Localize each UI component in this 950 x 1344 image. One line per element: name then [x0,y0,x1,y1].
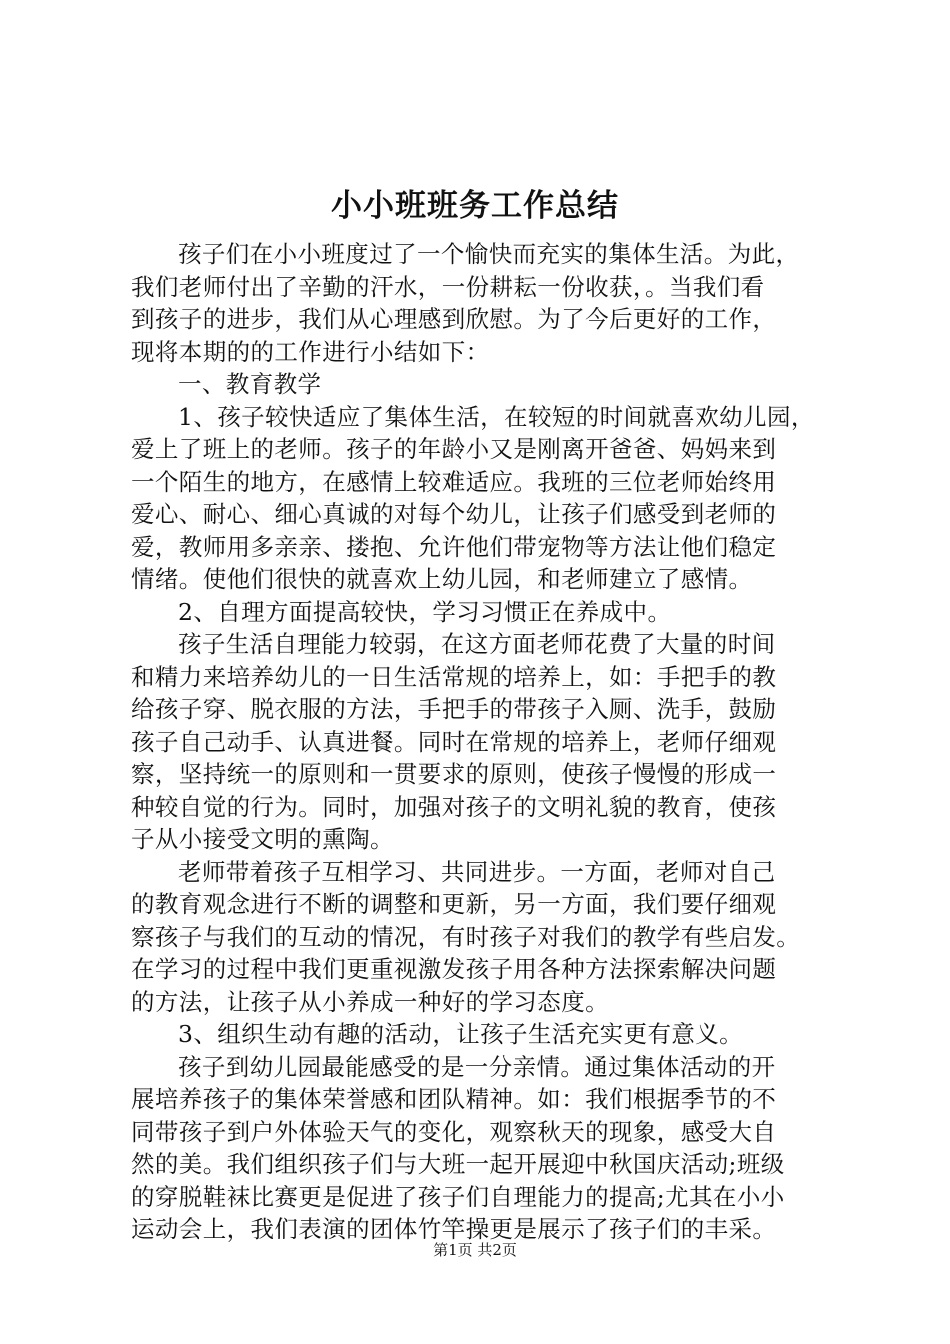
text-line: 现将本期的的工作进行小结如下： [131,337,490,366]
text-line: 运动会上，我们表演的团体竹竿操更是展示了孩子们的丰采。 [131,1215,777,1243]
text-line: 的方法，让孩子从小养成一种好的学习态度。 [131,987,609,1016]
text-line: 1、孩子较快适应了集体生活，在较短的时间就喜欢幼儿园， [178,402,815,431]
text-line: 爱，教师用多亲亲、搂抱、允许他们带宠物等方法让他们稳定 [131,532,777,561]
page-footer: 第1页 共2页 [433,1241,517,1259]
text-line: 老师带着孩子互相学习、共同进步。一方面，老师对自己 [178,857,776,886]
text-line: 一个陌生的地方，在感情上较难适应。我班的三位老师始终用 [131,467,777,496]
text-line: 察孩子与我们的互动的情况，有时孩子对我们的教学有些启发。 [131,922,801,951]
text-line: 2、自理方面提高较快，学习习惯正在养成中。 [178,597,672,626]
text-line: 察，坚持统一的原则和一贯要求的原则，使孩子慢慢的形成一 [131,760,777,788]
text-line: 子从小接受文明的熏陶。 [131,825,394,853]
text-line: 我们老师付出了辛勤的汗水，一份耕耘一份收获，。当我们看 [131,272,765,301]
text-line: 爱心、耐心、细心真诚的对每个幼儿，让孩子们感受到老师的 [131,500,777,528]
text-line: 孩子自己动手、认真进餐。同时在常规的培养上，老师仔细观 [131,727,777,756]
text-line: 一、教育教学 [178,370,322,398]
text-line: 然的美。我们组织孩子们与大班一起开展迎中秋国庆活动;班级 [131,1150,785,1178]
text-line: 在学习的过程中我们更重视激发孩子用各种方法探索解决问题 [131,955,777,983]
text-line: 孩子到幼儿园最能感受的是一分亲情。通过集体活动的开 [178,1052,776,1081]
text-line: 同带孩子到户外体验天气的变化，观察秋天的现象，感受大自 [131,1117,777,1146]
text-line: 爱上了班上的老师。孩子的年龄小又是刚离开爸爸、妈妈来到 [131,435,777,463]
text-line: 孩子们在小小班度过了一个愉快而充实的集体生活。为此， [178,240,800,268]
document-body [131,238,831,1246]
text-line: 和精力来培养幼儿的一日生活常规的培养上，如：手把手的教 [131,662,777,691]
text-line: 3、组织生动有趣的活动，让孩子生活充实更有意义。 [178,1020,744,1048]
page-title: 小小班班务工作总结 [331,188,619,224]
text-line: 种较自觉的行为。同时，加强对孩子的文明礼貌的教育，使孩 [131,792,777,821]
text-line: 孩子生活自理能力较弱，在这方面老师花费了大量的时间 [178,630,776,658]
text-line: 展培养孩子的集体荣誉感和团队精神。如：我们根据季节的不 [131,1085,777,1113]
text-line: 到孩子的进步，我们从心理感到欣慰。为了今后更好的工作， [131,305,777,333]
text-line: 给孩子穿、脱衣服的方法，手把手的带孩子入厕、洗手，鼓励 [131,695,777,723]
text-line: 的穿脱鞋袜比赛更是促进了孩子们自理能力的提高;尤其在小小 [131,1182,785,1211]
text-line: 的教育观念进行不断的调整和更新，另一方面，我们要仔细观 [131,890,777,918]
text-line: 情绪。使他们很快的就喜欢上幼儿园，和老师建立了感情。 [131,565,753,593]
